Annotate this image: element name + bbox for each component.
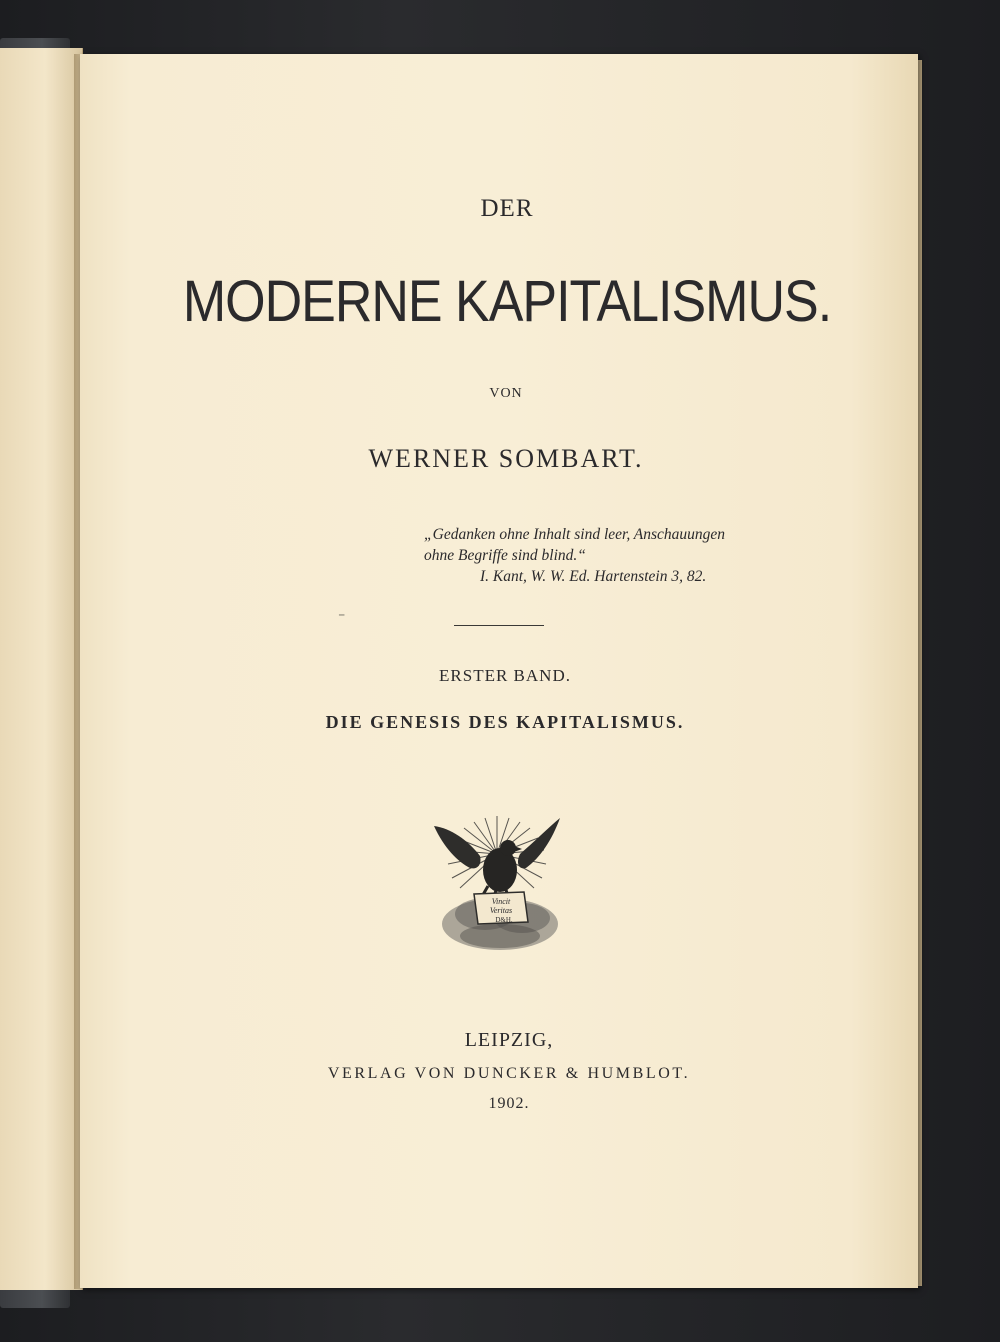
publisher: VERLAG VON DUNCKER & HUMBLOT. — [327, 1065, 691, 1082]
emblem-motto-2: Veritas — [489, 906, 513, 915]
title-page — [80, 54, 918, 1288]
eagle-emblem-icon — [430, 814, 565, 954]
epigraph-line-1: „Gedanken ohne Inhalt sind leer, Anschauungen — [424, 526, 726, 543]
stray-mark: ⁻ — [338, 611, 346, 626]
title-article: DER — [480, 195, 534, 222]
left-page — [0, 48, 83, 1290]
volume-number: ERSTER BAND. — [439, 666, 571, 685]
volume-title: DIE GENESIS DES KAPITALISMUS. — [325, 712, 685, 732]
emblem-monogram: D&H. — [495, 916, 513, 924]
by-line: VON — [489, 386, 523, 401]
book-title: MODERNE KAPITALISMUS. — [182, 269, 832, 335]
epigraph — [424, 524, 844, 587]
emblem-motto-1: Vincit — [491, 897, 511, 906]
divider-rule — [454, 625, 544, 626]
author-name: WERNER SOMBART. — [368, 444, 644, 473]
publication-city: LEIPZIG, — [464, 1029, 554, 1051]
epigraph-citation: I. Kant, W. W. Ed. Hartenstein 3, 82. — [480, 568, 707, 585]
publication-year: 1902. — [488, 1095, 530, 1112]
epigraph-line-2: ohne Begriffe sind blind.“ — [424, 547, 586, 564]
